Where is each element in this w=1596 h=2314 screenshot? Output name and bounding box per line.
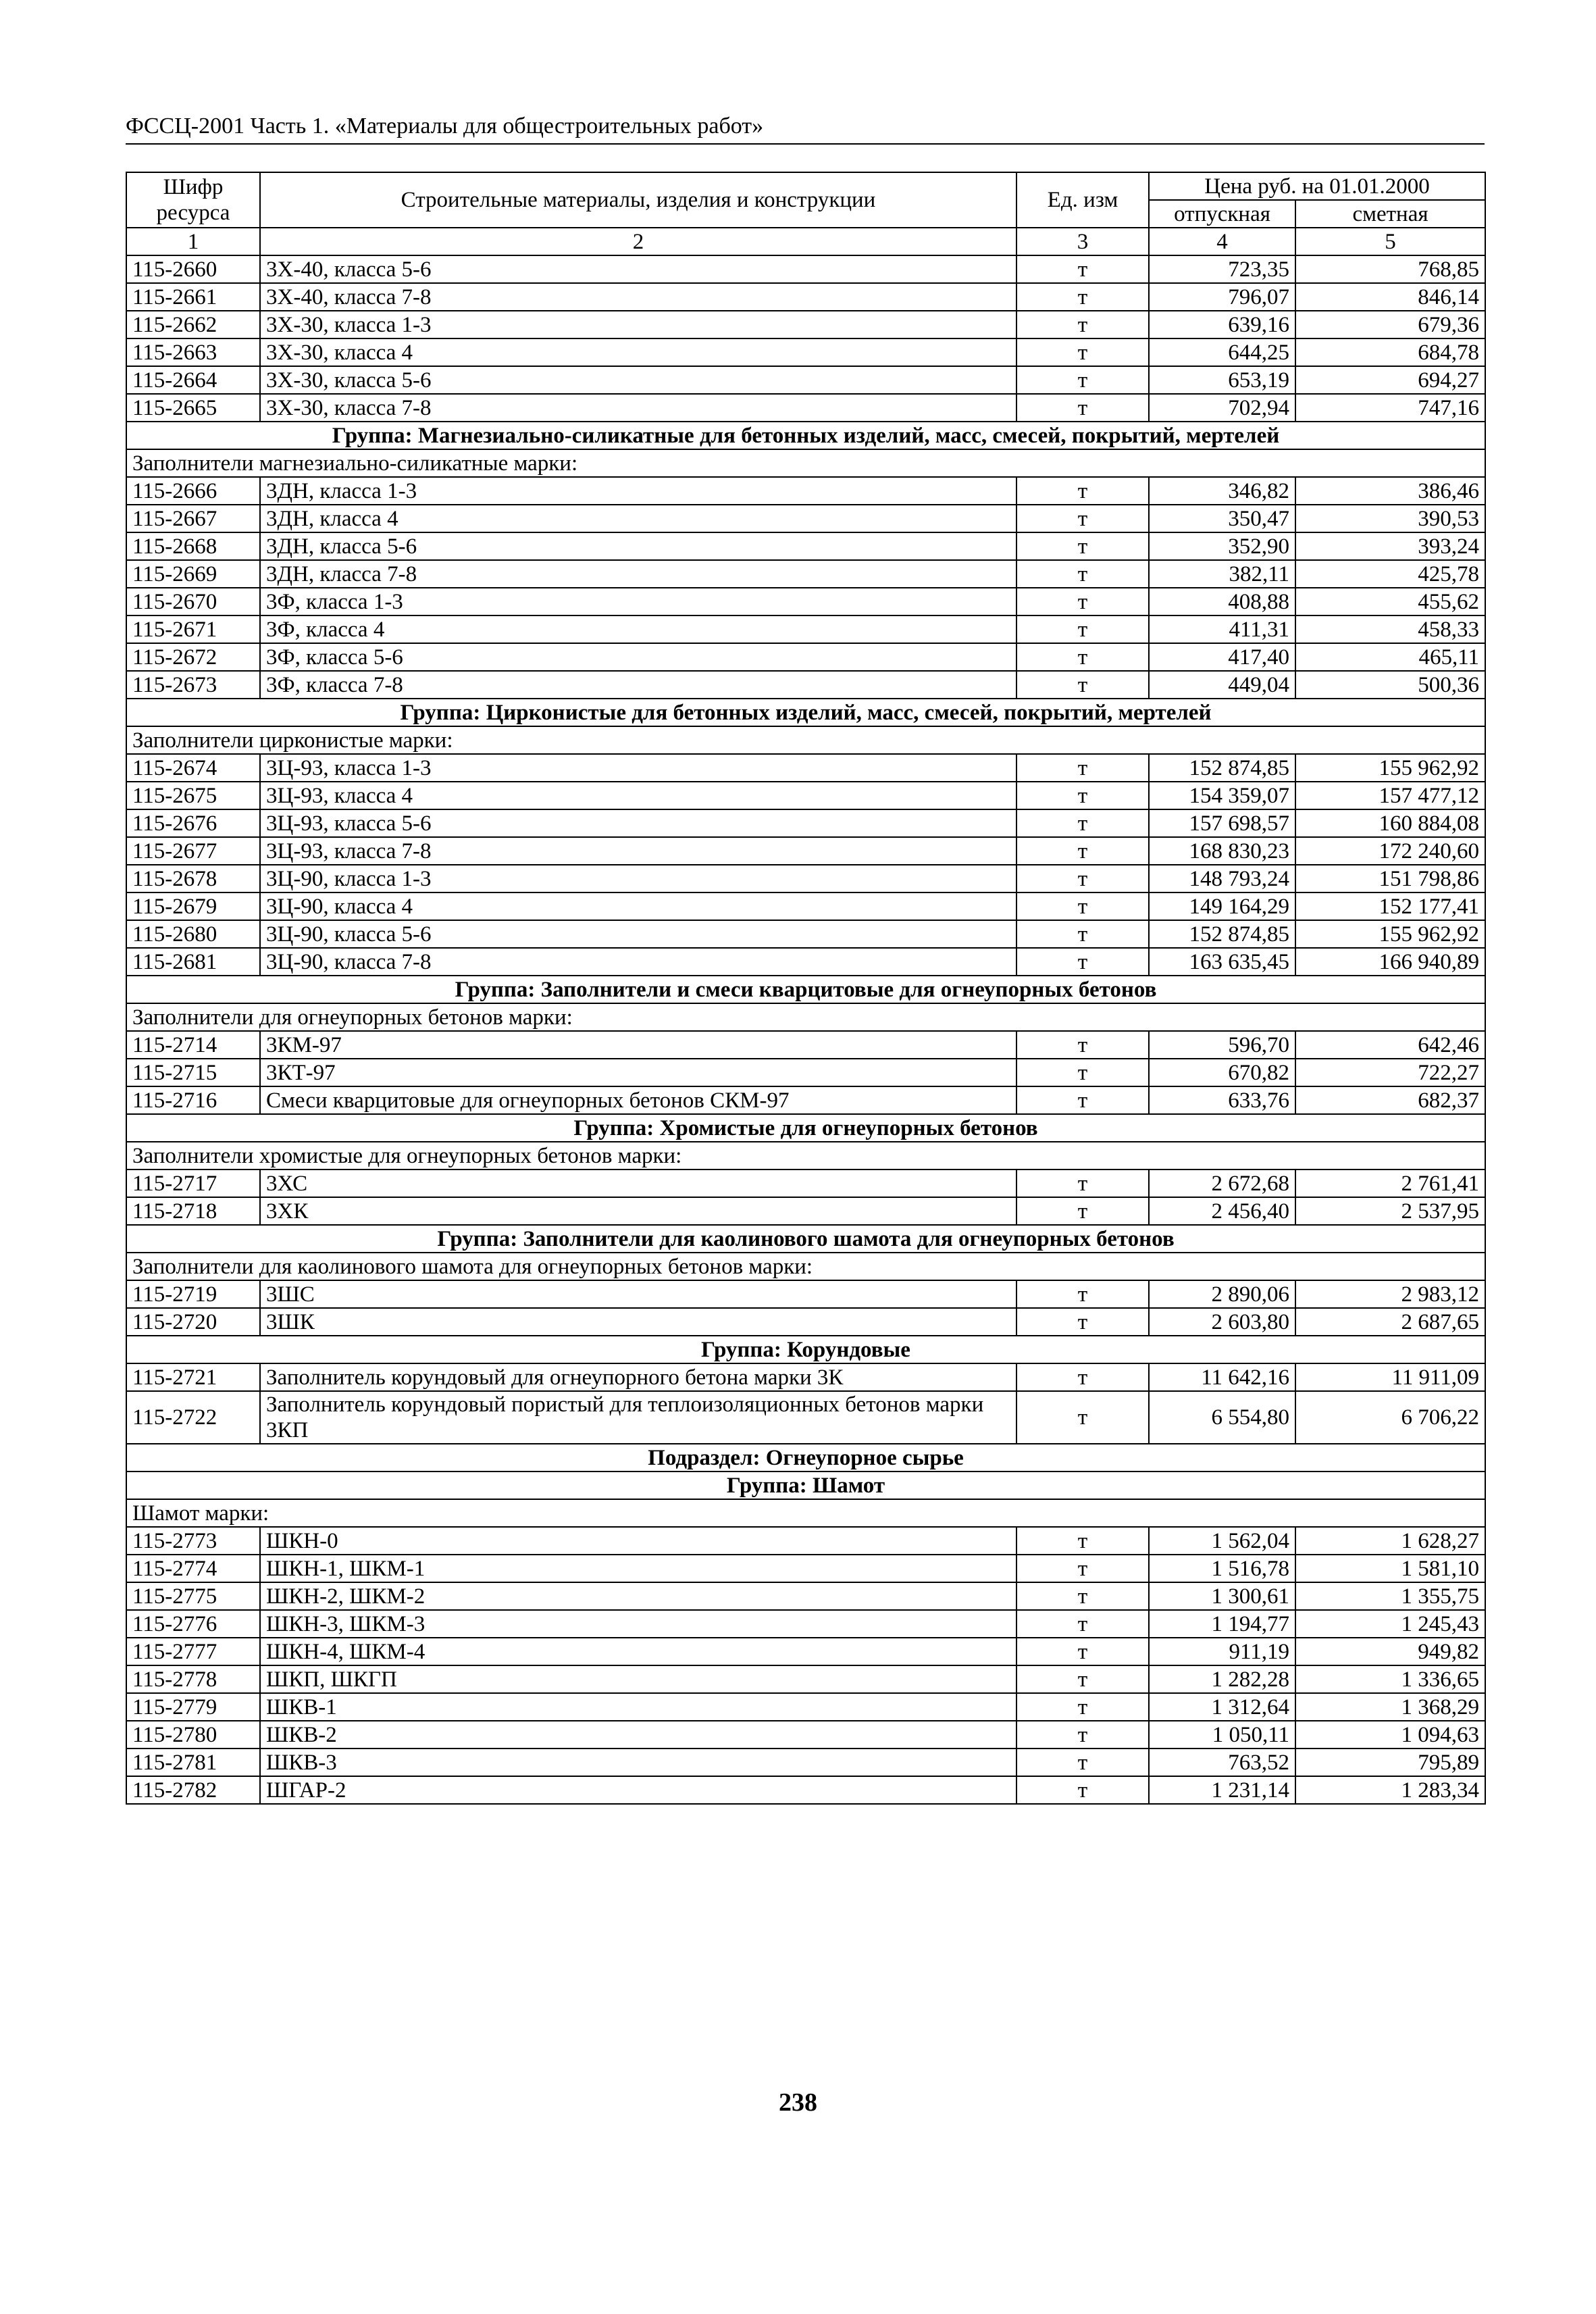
table-row bbox=[126, 1582, 1485, 1610]
estimate-price: 455,62 bbox=[1295, 588, 1485, 615]
material-name: 3Ц-90, класса 5-6 bbox=[260, 920, 1016, 948]
group-heading: Группа: Корундовые bbox=[126, 1336, 1485, 1363]
resource-code: 115-2666 bbox=[126, 477, 260, 505]
table-row bbox=[126, 1693, 1485, 1721]
estimate-price: 465,11 bbox=[1295, 643, 1485, 671]
group-heading: Группа: Шамот bbox=[126, 1472, 1485, 1499]
group-heading: Группа: Магнезиально-силикатные для бетонных изделий, масс, смесей, покрытий, мертелей bbox=[126, 422, 1485, 449]
resource-code: 115-2774 bbox=[126, 1555, 260, 1582]
resource-code: 115-2677 bbox=[126, 837, 260, 865]
table-row bbox=[126, 1169, 1485, 1197]
subheading: Заполнители магнезиально-силикатные марки: bbox=[126, 449, 1485, 477]
material-name: ШГАР-2 bbox=[260, 1776, 1016, 1804]
release-price: 449,04 bbox=[1149, 671, 1295, 699]
resource-code: 115-2665 bbox=[126, 394, 260, 422]
subheading-row bbox=[126, 1499, 1485, 1527]
unit: т bbox=[1016, 1391, 1149, 1444]
table-row bbox=[126, 532, 1485, 560]
unit: т bbox=[1016, 1086, 1149, 1114]
table-row bbox=[126, 1749, 1485, 1776]
table-row bbox=[126, 1308, 1485, 1336]
release-price: 1 516,78 bbox=[1149, 1555, 1295, 1582]
resource-code: 115-2678 bbox=[126, 865, 260, 892]
unit: т bbox=[1016, 366, 1149, 394]
release-price: 149 164,29 bbox=[1149, 892, 1295, 920]
subheading: Заполнители для каолинового шамота для огнеупорных бетонов марки: bbox=[126, 1253, 1485, 1280]
release-price: 763,52 bbox=[1149, 1749, 1295, 1776]
estimate-price: 157 477,12 bbox=[1295, 782, 1485, 809]
estimate-price: 2 983,12 bbox=[1295, 1280, 1485, 1308]
material-name: 3Ф, класса 4 bbox=[260, 615, 1016, 643]
table-row bbox=[126, 1086, 1485, 1114]
table-body bbox=[126, 255, 1485, 1804]
resource-code: 115-2781 bbox=[126, 1749, 260, 1776]
material-name: Заполнитель корундовый пористый для теплоизоляционных бетонов марки 3КП bbox=[260, 1391, 1016, 1444]
release-price: 633,76 bbox=[1149, 1086, 1295, 1114]
release-price: 653,19 bbox=[1149, 366, 1295, 394]
resource-code: 115-2674 bbox=[126, 754, 260, 782]
release-price: 1 300,61 bbox=[1149, 1582, 1295, 1610]
unit: т bbox=[1016, 809, 1149, 837]
table-row bbox=[126, 892, 1485, 920]
group-heading-row bbox=[126, 1336, 1485, 1363]
estimate-price: 6 706,22 bbox=[1295, 1391, 1485, 1444]
release-price: 1 231,14 bbox=[1149, 1776, 1295, 1804]
resource-code: 115-2679 bbox=[126, 892, 260, 920]
resource-code: 115-2663 bbox=[126, 338, 260, 366]
resource-code: 115-2782 bbox=[126, 1776, 260, 1804]
unit: т bbox=[1016, 1527, 1149, 1555]
unit: т bbox=[1016, 1693, 1149, 1721]
subheading: Заполнители цирконистые марки: bbox=[126, 726, 1485, 754]
material-name: 3ДН, класса 5-6 bbox=[260, 532, 1016, 560]
column-number: 1 bbox=[126, 228, 260, 255]
release-price: 382,11 bbox=[1149, 560, 1295, 588]
resource-code: 115-2681 bbox=[126, 948, 260, 976]
resource-code: 115-2670 bbox=[126, 588, 260, 615]
release-price: 352,90 bbox=[1149, 532, 1295, 560]
material-name: 3ШК bbox=[260, 1308, 1016, 1336]
header-rule bbox=[126, 143, 1485, 145]
material-name: 3Ц-93, класса 4 bbox=[260, 782, 1016, 809]
unit: т bbox=[1016, 754, 1149, 782]
material-name: 3Х-30, класса 5-6 bbox=[260, 366, 1016, 394]
table-row bbox=[126, 1059, 1485, 1086]
material-name: ШКВ-2 bbox=[260, 1721, 1016, 1749]
subheading-row bbox=[126, 449, 1485, 477]
subsection-heading-row bbox=[126, 1444, 1485, 1472]
material-name: Смеси кварцитовые для огнеупорных бетонов СКМ-97 bbox=[260, 1086, 1016, 1114]
estimate-price: 390,53 bbox=[1295, 505, 1485, 532]
table-row bbox=[126, 505, 1485, 532]
release-price: 6 554,80 bbox=[1149, 1391, 1295, 1444]
table-row bbox=[126, 255, 1485, 283]
material-name: ШКН-4, ШКМ-4 bbox=[260, 1638, 1016, 1665]
release-price: 157 698,57 bbox=[1149, 809, 1295, 837]
release-price: 11 642,16 bbox=[1149, 1363, 1295, 1391]
resource-code: 115-2776 bbox=[126, 1610, 260, 1638]
price-table bbox=[126, 172, 1486, 1805]
resource-code: 115-2721 bbox=[126, 1363, 260, 1391]
resource-code: 115-2676 bbox=[126, 809, 260, 837]
unit: т bbox=[1016, 782, 1149, 809]
header-code: Шифр ресурса bbox=[126, 172, 260, 228]
release-price: 350,47 bbox=[1149, 505, 1295, 532]
unit: т bbox=[1016, 671, 1149, 699]
material-name: 3Х-30, класса 1-3 bbox=[260, 311, 1016, 338]
group-heading-row bbox=[126, 422, 1485, 449]
group-heading: Группа: Заполнители для каолинового шамота для огнеупорных бетонов bbox=[126, 1225, 1485, 1253]
release-price: 1 050,11 bbox=[1149, 1721, 1295, 1749]
release-price: 670,82 bbox=[1149, 1059, 1295, 1086]
unit: т bbox=[1016, 255, 1149, 283]
column-number: 5 bbox=[1295, 228, 1485, 255]
unit: т bbox=[1016, 477, 1149, 505]
table-row bbox=[126, 366, 1485, 394]
table-row bbox=[126, 560, 1485, 588]
unit: т bbox=[1016, 505, 1149, 532]
material-name: 3Ц-90, класса 7-8 bbox=[260, 948, 1016, 976]
subheading-row bbox=[126, 1142, 1485, 1169]
material-name: 3Х-30, класса 7-8 bbox=[260, 394, 1016, 422]
resource-code: 115-2722 bbox=[126, 1391, 260, 1444]
table-row bbox=[126, 837, 1485, 865]
group-heading-row bbox=[126, 976, 1485, 1003]
release-price: 346,82 bbox=[1149, 477, 1295, 505]
material-name: 3ХС bbox=[260, 1169, 1016, 1197]
estimate-price: 682,37 bbox=[1295, 1086, 1485, 1114]
header-name: Строительные материалы, изделия и конструкции bbox=[260, 172, 1016, 228]
table-row bbox=[126, 311, 1485, 338]
unit: т bbox=[1016, 1582, 1149, 1610]
table-row bbox=[126, 1665, 1485, 1693]
release-price: 644,25 bbox=[1149, 338, 1295, 366]
estimate-price: 1 581,10 bbox=[1295, 1555, 1485, 1582]
resource-code: 115-2668 bbox=[126, 532, 260, 560]
material-name: 3ДН, класса 4 bbox=[260, 505, 1016, 532]
subheading: Шамот марки: bbox=[126, 1499, 1485, 1527]
table-row bbox=[126, 394, 1485, 422]
release-price: 154 359,07 bbox=[1149, 782, 1295, 809]
resource-code: 115-2672 bbox=[126, 643, 260, 671]
unit: т bbox=[1016, 1749, 1149, 1776]
resource-code: 115-2773 bbox=[126, 1527, 260, 1555]
material-name: 3ХК bbox=[260, 1197, 1016, 1225]
page-header: ФССЦ-2001 Часть 1. «Материалы для общестроительных работ» bbox=[126, 114, 764, 139]
unit: т bbox=[1016, 1169, 1149, 1197]
group-heading-row bbox=[126, 699, 1485, 726]
unit: т bbox=[1016, 1638, 1149, 1665]
release-price: 2 672,68 bbox=[1149, 1169, 1295, 1197]
estimate-price: 722,27 bbox=[1295, 1059, 1485, 1086]
column-number: 4 bbox=[1149, 228, 1295, 255]
unit: т bbox=[1016, 311, 1149, 338]
resource-code: 115-2680 bbox=[126, 920, 260, 948]
resource-code: 115-2779 bbox=[126, 1693, 260, 1721]
estimate-price: 1 283,34 bbox=[1295, 1776, 1485, 1804]
release-price: 702,94 bbox=[1149, 394, 1295, 422]
release-price: 163 635,45 bbox=[1149, 948, 1295, 976]
material-name: 3КТ-97 bbox=[260, 1059, 1016, 1086]
estimate-price: 458,33 bbox=[1295, 615, 1485, 643]
estimate-price: 846,14 bbox=[1295, 283, 1485, 311]
material-name: ШКП, ШКГП bbox=[260, 1665, 1016, 1693]
estimate-price: 393,24 bbox=[1295, 532, 1485, 560]
table-row bbox=[126, 948, 1485, 976]
material-name: 3Ф, класса 1-3 bbox=[260, 588, 1016, 615]
header-estimate-price: сметная bbox=[1295, 200, 1485, 228]
release-price: 148 793,24 bbox=[1149, 865, 1295, 892]
subheading-row bbox=[126, 1003, 1485, 1031]
estimate-price: 642,46 bbox=[1295, 1031, 1485, 1059]
resource-code: 115-2716 bbox=[126, 1086, 260, 1114]
resource-code: 115-2661 bbox=[126, 283, 260, 311]
estimate-price: 1 245,43 bbox=[1295, 1610, 1485, 1638]
estimate-price: 1 368,29 bbox=[1295, 1693, 1485, 1721]
material-name: ШКВ-3 bbox=[260, 1749, 1016, 1776]
release-price: 408,88 bbox=[1149, 588, 1295, 615]
release-price: 411,31 bbox=[1149, 615, 1295, 643]
table-row bbox=[126, 782, 1485, 809]
table-row bbox=[126, 1391, 1485, 1444]
material-name: 3ДН, класса 1-3 bbox=[260, 477, 1016, 505]
header-release-price: отпускная bbox=[1149, 200, 1295, 228]
material-name: ШКН-3, ШКМ-3 bbox=[260, 1610, 1016, 1638]
column-number: 2 bbox=[260, 228, 1016, 255]
table-row bbox=[126, 1280, 1485, 1308]
release-price: 168 830,23 bbox=[1149, 837, 1295, 865]
release-price: 152 874,85 bbox=[1149, 754, 1295, 782]
release-price: 911,19 bbox=[1149, 1638, 1295, 1665]
material-name: 3Ц-93, класса 7-8 bbox=[260, 837, 1016, 865]
table-row bbox=[126, 920, 1485, 948]
resource-code: 115-2778 bbox=[126, 1665, 260, 1693]
unit: т bbox=[1016, 837, 1149, 865]
resource-code: 115-2667 bbox=[126, 505, 260, 532]
resource-code: 115-2780 bbox=[126, 1721, 260, 1749]
table-row bbox=[126, 477, 1485, 505]
release-price: 1 282,28 bbox=[1149, 1665, 1295, 1693]
unit: т bbox=[1016, 394, 1149, 422]
unit: т bbox=[1016, 1776, 1149, 1804]
material-name: 3Ц-93, класса 5-6 bbox=[260, 809, 1016, 837]
unit: т bbox=[1016, 1555, 1149, 1582]
estimate-price: 1 094,63 bbox=[1295, 1721, 1485, 1749]
unit: т bbox=[1016, 948, 1149, 976]
estimate-price: 11 911,09 bbox=[1295, 1363, 1485, 1391]
unit: т bbox=[1016, 892, 1149, 920]
group-heading: Группа: Цирконистые для бетонных изделий, масс, смесей, покрытий, мертелей bbox=[126, 699, 1485, 726]
resource-code: 115-2720 bbox=[126, 1308, 260, 1336]
material-name: 3Ф, класса 7-8 bbox=[260, 671, 1016, 699]
table-row bbox=[126, 1610, 1485, 1638]
unit: т bbox=[1016, 588, 1149, 615]
estimate-price: 1 628,27 bbox=[1295, 1527, 1485, 1555]
estimate-price: 425,78 bbox=[1295, 560, 1485, 588]
material-name: 3ДН, класса 7-8 bbox=[260, 560, 1016, 588]
resource-code: 115-2671 bbox=[126, 615, 260, 643]
unit: т bbox=[1016, 643, 1149, 671]
material-name: 3Ф, класса 5-6 bbox=[260, 643, 1016, 671]
estimate-price: 684,78 bbox=[1295, 338, 1485, 366]
unit: т bbox=[1016, 1280, 1149, 1308]
table-row bbox=[126, 588, 1485, 615]
release-price: 723,35 bbox=[1149, 255, 1295, 283]
estimate-price: 151 798,86 bbox=[1295, 865, 1485, 892]
subheading-row bbox=[126, 726, 1485, 754]
estimate-price: 386,46 bbox=[1295, 477, 1485, 505]
table-row bbox=[126, 1363, 1485, 1391]
material-name: 3Ц-90, класса 1-3 bbox=[260, 865, 1016, 892]
estimate-price: 152 177,41 bbox=[1295, 892, 1485, 920]
estimate-price: 747,16 bbox=[1295, 394, 1485, 422]
material-name: 3Х-40, класса 5-6 bbox=[260, 255, 1016, 283]
table-row bbox=[126, 283, 1485, 311]
release-price: 152 874,85 bbox=[1149, 920, 1295, 948]
unit: т bbox=[1016, 283, 1149, 311]
header-price: Цена руб. на 01.01.2000 bbox=[1149, 172, 1485, 200]
estimate-price: 679,36 bbox=[1295, 311, 1485, 338]
estimate-price: 160 884,08 bbox=[1295, 809, 1485, 837]
table-row bbox=[126, 338, 1485, 366]
unit: т bbox=[1016, 1721, 1149, 1749]
table-row bbox=[126, 754, 1485, 782]
release-price: 639,16 bbox=[1149, 311, 1295, 338]
unit: т bbox=[1016, 1610, 1149, 1638]
table-header-row bbox=[126, 172, 1485, 200]
resource-code: 115-2777 bbox=[126, 1638, 260, 1665]
unit: т bbox=[1016, 338, 1149, 366]
release-price: 1 194,77 bbox=[1149, 1610, 1295, 1638]
resource-code: 115-2719 bbox=[126, 1280, 260, 1308]
estimate-price: 166 940,89 bbox=[1295, 948, 1485, 976]
table-row bbox=[126, 1197, 1485, 1225]
material-name: ШКН-0 bbox=[260, 1527, 1016, 1555]
release-price: 417,40 bbox=[1149, 643, 1295, 671]
unit: т bbox=[1016, 1059, 1149, 1086]
release-price: 1 562,04 bbox=[1149, 1527, 1295, 1555]
resource-code: 115-2660 bbox=[126, 255, 260, 283]
page-number: 238 bbox=[779, 2088, 817, 2117]
estimate-price: 155 962,92 bbox=[1295, 754, 1485, 782]
resource-code: 115-2675 bbox=[126, 782, 260, 809]
unit: т bbox=[1016, 1031, 1149, 1059]
release-price: 2 456,40 bbox=[1149, 1197, 1295, 1225]
group-heading-row bbox=[126, 1114, 1485, 1142]
resource-code: 115-2673 bbox=[126, 671, 260, 699]
material-name: 3Х-40, класса 7-8 bbox=[260, 283, 1016, 311]
material-name: 3Ц-90, класса 4 bbox=[260, 892, 1016, 920]
unit: т bbox=[1016, 1197, 1149, 1225]
unit: т bbox=[1016, 1363, 1149, 1391]
table-row bbox=[126, 809, 1485, 837]
resource-code: 115-2775 bbox=[126, 1582, 260, 1610]
resource-code: 115-2718 bbox=[126, 1197, 260, 1225]
release-price: 1 312,64 bbox=[1149, 1693, 1295, 1721]
estimate-price: 949,82 bbox=[1295, 1638, 1485, 1665]
table-row bbox=[126, 865, 1485, 892]
material-name: ШКН-1, ШКМ-1 bbox=[260, 1555, 1016, 1582]
table-row bbox=[126, 1555, 1485, 1582]
table-row bbox=[126, 1031, 1485, 1059]
estimate-price: 694,27 bbox=[1295, 366, 1485, 394]
material-name: 3Ц-93, класса 1-3 bbox=[260, 754, 1016, 782]
material-name: 3ШС bbox=[260, 1280, 1016, 1308]
estimate-price: 2 537,95 bbox=[1295, 1197, 1485, 1225]
column-number: 3 bbox=[1016, 228, 1149, 255]
material-name: ШКН-2, ШКМ-2 bbox=[260, 1582, 1016, 1610]
estimate-price: 2 761,41 bbox=[1295, 1169, 1485, 1197]
unit: т bbox=[1016, 615, 1149, 643]
resource-code: 115-2717 bbox=[126, 1169, 260, 1197]
table-row bbox=[126, 643, 1485, 671]
estimate-price: 1 336,65 bbox=[1295, 1665, 1485, 1693]
estimate-price: 500,36 bbox=[1295, 671, 1485, 699]
table-row bbox=[126, 1721, 1485, 1749]
estimate-price: 768,85 bbox=[1295, 255, 1485, 283]
release-price: 796,07 bbox=[1149, 283, 1295, 311]
resource-code: 115-2662 bbox=[126, 311, 260, 338]
estimate-price: 2 687,65 bbox=[1295, 1308, 1485, 1336]
estimate-price: 155 962,92 bbox=[1295, 920, 1485, 948]
subheading: Заполнители для огнеупорных бетонов марки: bbox=[126, 1003, 1485, 1031]
resource-code: 115-2664 bbox=[126, 366, 260, 394]
unit: т bbox=[1016, 1308, 1149, 1336]
group-heading: Группа: Заполнители и смеси кварцитовые для огнеупорных бетонов bbox=[126, 976, 1485, 1003]
unit: т bbox=[1016, 865, 1149, 892]
unit: т bbox=[1016, 920, 1149, 948]
estimate-price: 1 355,75 bbox=[1295, 1582, 1485, 1610]
unit: т bbox=[1016, 532, 1149, 560]
resource-code: 115-2715 bbox=[126, 1059, 260, 1086]
material-name: Заполнитель корундовый для огнеупорного бетона марки 3К bbox=[260, 1363, 1016, 1391]
table-row bbox=[126, 1638, 1485, 1665]
unit: т bbox=[1016, 1665, 1149, 1693]
resource-code: 115-2714 bbox=[126, 1031, 260, 1059]
resource-code: 115-2669 bbox=[126, 560, 260, 588]
table-row bbox=[126, 671, 1485, 699]
group-heading: Группа: Хромистые для огнеупорных бетонов bbox=[126, 1114, 1485, 1142]
header-unit: Ед. изм bbox=[1016, 172, 1149, 228]
subsection-heading: Подраздел: Огнеупорное сырье bbox=[126, 1444, 1485, 1472]
group-heading-row bbox=[126, 1225, 1485, 1253]
material-name: 3КМ-97 bbox=[260, 1031, 1016, 1059]
subheading: Заполнители хромистые для огнеупорных бетонов марки: bbox=[126, 1142, 1485, 1169]
material-name: ШКВ-1 bbox=[260, 1693, 1016, 1721]
release-price: 2 603,80 bbox=[1149, 1308, 1295, 1336]
release-price: 2 890,06 bbox=[1149, 1280, 1295, 1308]
estimate-price: 795,89 bbox=[1295, 1749, 1485, 1776]
table-row bbox=[126, 1527, 1485, 1555]
release-price: 596,70 bbox=[1149, 1031, 1295, 1059]
table-row bbox=[126, 1776, 1485, 1804]
unit: т bbox=[1016, 560, 1149, 588]
subheading-row bbox=[126, 1253, 1485, 1280]
table-row bbox=[126, 615, 1485, 643]
material-name: 3Х-30, класса 4 bbox=[260, 338, 1016, 366]
estimate-price: 172 240,60 bbox=[1295, 837, 1485, 865]
group-heading-row bbox=[126, 1472, 1485, 1499]
column-number-row bbox=[126, 228, 1485, 255]
